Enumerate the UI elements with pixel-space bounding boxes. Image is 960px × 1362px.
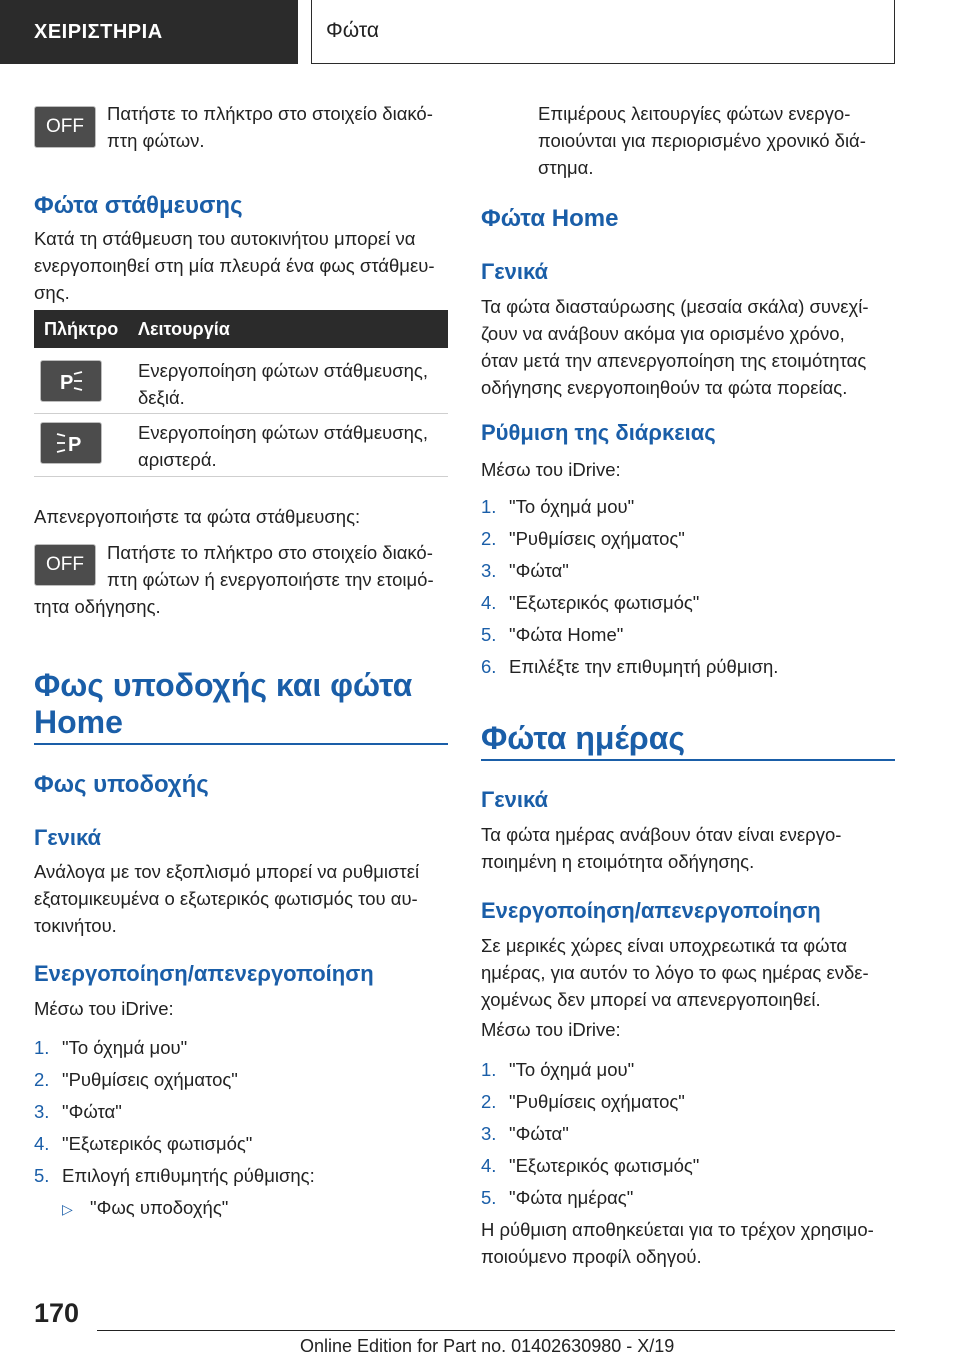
intro-2: ποιούνται για περιορισμένο χρονικό διά- — [538, 130, 866, 151]
list-text: "Φώτα" — [509, 560, 569, 581]
table-row2-line2: αριστερά. — [138, 449, 217, 470]
list-text: Επιλέξτε την επιθυμητή ρύθμιση. — [509, 656, 779, 677]
off-text-2: πτη φώτων. — [107, 130, 205, 151]
general-heading: Γενικά — [34, 825, 102, 850]
list-item — [481, 1153, 699, 1179]
list-number: 5. — [34, 1165, 50, 1186]
list-text: "Ρυθμίσεις οχήματος" — [509, 528, 685, 549]
list-number: 2. — [34, 1069, 50, 1090]
list-item — [34, 1035, 187, 1061]
table-header — [34, 310, 448, 348]
off2-text-2: πτη φώτων ή ενεργοποιήστε την ετοιμό- — [107, 569, 434, 590]
list-number: 1. — [481, 496, 497, 517]
list-item — [481, 1089, 685, 1115]
list-item — [34, 1099, 122, 1125]
list-text: "Εξωτερικός φωτισμός" — [509, 592, 700, 613]
via-idrive-right: Μέσω του iDrive: — [481, 459, 621, 480]
general-p2: εξατομικευμένα ο εξωτερικός φωτισμός του αυ- — [34, 888, 418, 909]
list-number: 1. — [481, 1059, 497, 1080]
list-item — [481, 1057, 634, 1083]
off2-text-3: τητα οδήγησης. — [34, 596, 161, 617]
sub-list-item — [62, 1195, 228, 1222]
list-number: 5. — [481, 624, 497, 645]
list-number: 1. — [34, 1037, 50, 1058]
list-number: 3. — [34, 1101, 50, 1122]
list-number: 6. — [481, 656, 497, 677]
parking-right-key-icon — [40, 360, 102, 402]
off-button-icon-2: OFF — [34, 544, 96, 586]
daytime-lights-heading: Φώτα ημέρας — [481, 720, 686, 756]
home-lights-heading: Φώτα Home — [481, 205, 619, 232]
intro-3: στημα. — [538, 157, 594, 178]
list-text: "Το όχημά μου" — [509, 496, 635, 517]
list-item — [481, 654, 778, 680]
table-row2-line1: Ενεργοποίηση φώτων στάθμευσης, — [138, 422, 428, 443]
section-tab: ΧΕΙΡΙΣΤΗΡΙΑ — [0, 0, 298, 64]
day-act-p2: ημέρας, για αυτόν το λόγο το φως ημέρας ενδε- — [481, 962, 869, 983]
table-row1-line2: δεξιά. — [138, 387, 185, 408]
table-col-function: Λειτουργία — [138, 319, 230, 339]
parking-left-key-icon — [40, 422, 102, 464]
home-general-heading: Γενικά — [481, 259, 549, 284]
via-idrive-right-2: Μέσω του iDrive: — [481, 1019, 621, 1040]
list-item — [481, 1185, 633, 1211]
list-text: "Εξωτερικός φωτισμός" — [509, 1155, 700, 1176]
list-number: 5. — [481, 1187, 497, 1208]
day-act-p3: χομένως δεν μπορεί να απενεργοποιηθεί. — [481, 989, 821, 1010]
table-col-key: Πλήκτρο — [44, 319, 119, 339]
duration-heading: Ρύθμιση της διάρκειας — [481, 420, 716, 445]
list-text: "Εξωτερικός φωτισμός" — [62, 1133, 253, 1154]
list-item — [34, 1067, 238, 1093]
final-p2: ποιούμενο προφίλ οδηγού. — [481, 1246, 702, 1267]
list-item — [481, 1121, 569, 1147]
list-number: 3. — [481, 1123, 497, 1144]
list-item — [481, 558, 569, 584]
intro-1: Επιμέρους λειτουργίες φώτων ενεργο- — [538, 103, 851, 124]
day-p1: Τα φώτα ημέρας ανάβουν όταν είναι ενεργο- — [481, 824, 842, 845]
day-activation-heading: Ενεργοποίηση/απενεργοποίηση — [481, 898, 821, 923]
chapter-title: Φώτα — [311, 0, 895, 64]
welcome-home-heading-2: Home — [34, 704, 123, 740]
table-bottom-line — [34, 476, 448, 477]
list-text: "Φώτα" — [509, 1123, 569, 1144]
list-number: 2. — [481, 1091, 497, 1112]
svg-text:P: P — [60, 372, 74, 394]
table-divider — [34, 413, 448, 414]
list-item — [34, 1163, 315, 1189]
triangle-bullet-icon: ▷ — [62, 1201, 73, 1217]
page-number: 170 — [34, 1298, 80, 1328]
table-row1-line1: Ενεργοποίηση φώτων στάθμευσης, — [138, 360, 428, 381]
list-text: Επιλογή επιθυμητής ρύθμισης: — [62, 1165, 315, 1186]
home-p1: Τα φώτα διασταύρωσης (μεσαία σκάλα) συνεχί- — [481, 296, 869, 317]
list-number: 2. — [481, 528, 497, 549]
list-text: "Ρυθμίσεις οχήματος" — [62, 1069, 238, 1090]
list-text: "Φώτα ημέρας" — [509, 1187, 634, 1208]
off2-text-1: Πατήστε το πλήκτρο στο στοιχείο διακό- — [107, 542, 433, 563]
deactivate-text: Απενεργοποιήστε τα φώτα στάθμευσης: — [34, 506, 361, 527]
home-p3: όταν μετά την απενεργοποίηση της ετοιμότητας — [481, 350, 867, 371]
list-number: 4. — [34, 1133, 50, 1154]
list-text: "Το όχημά μου" — [62, 1037, 188, 1058]
parking-p1: Κατά τη στάθμευση του αυτοκινήτου μπορεί να — [34, 228, 416, 249]
parking-left-icon — [41, 423, 101, 463]
heading-rule-right — [481, 759, 895, 761]
list-item — [481, 526, 685, 552]
general-p1: Ανάλογα με τον εξοπλισμό μπορεί να ρυθμιστεί — [34, 861, 420, 882]
welcome-home-heading-1: Φως υποδοχής και φώτα — [34, 667, 413, 703]
home-p4: οδήγησης ενεργοποιηθούν τα φώτα πορείας. — [481, 377, 848, 398]
list-text: "Ρυθμίσεις οχήματος" — [509, 1091, 685, 1112]
day-act-p1: Σε μερικές χώρες είναι υποχρεωτικά τα φώτα — [481, 935, 848, 956]
list-text: "Φώτα Home" — [509, 624, 624, 645]
footer-rule — [97, 1330, 895, 1331]
list-text: "Το όχημά μου" — [509, 1059, 635, 1080]
final-p1: Η ρύθμιση αποθηκεύεται για το τρέχον χρησιμο- — [481, 1219, 874, 1240]
list-number: 4. — [481, 1155, 497, 1176]
svg-text:P: P — [68, 434, 82, 456]
off-button-icon: OFF — [34, 106, 96, 148]
off-text-1: Πατήστε το πλήκτρο στο στοιχείο διακό- — [107, 103, 433, 124]
list-number: 4. — [481, 592, 497, 613]
via-idrive: Μέσω του iDrive: — [34, 998, 174, 1019]
activation-heading: Ενεργοποίηση/απενεργοποίηση — [34, 961, 374, 986]
heading-rule — [34, 743, 448, 745]
day-general-heading: Γενικά — [481, 787, 549, 812]
list-item — [481, 622, 623, 648]
list-text: "Φώτα" — [62, 1101, 122, 1122]
home-p2: ζουν να ανάβουν ακόμα για ορισμένο χρόνο, — [481, 323, 845, 344]
parking-lights-heading: Φώτα στάθμευσης — [34, 192, 243, 219]
general-p3: τοκινήτου. — [34, 915, 117, 936]
list-number: 3. — [481, 560, 497, 581]
list-item — [34, 1131, 252, 1157]
welcome-light-heading: Φως υποδοχής — [34, 771, 209, 798]
parking-p3: σης. — [34, 282, 70, 303]
parking-right-icon — [41, 361, 101, 401]
list-item — [481, 494, 634, 520]
sub-list-text: "Φως υποδοχής" — [90, 1197, 229, 1218]
list-item — [481, 590, 699, 616]
parking-p2: ενεργοποιηθεί στη μία πλευρά ένα φως στάθμευ- — [34, 255, 435, 276]
day-p2: ποιημένη η ετοιμότητα οδήγησης. — [481, 851, 755, 872]
edition-text: Online Edition for Part no. 01402630980 - X/19 — [300, 1336, 675, 1356]
